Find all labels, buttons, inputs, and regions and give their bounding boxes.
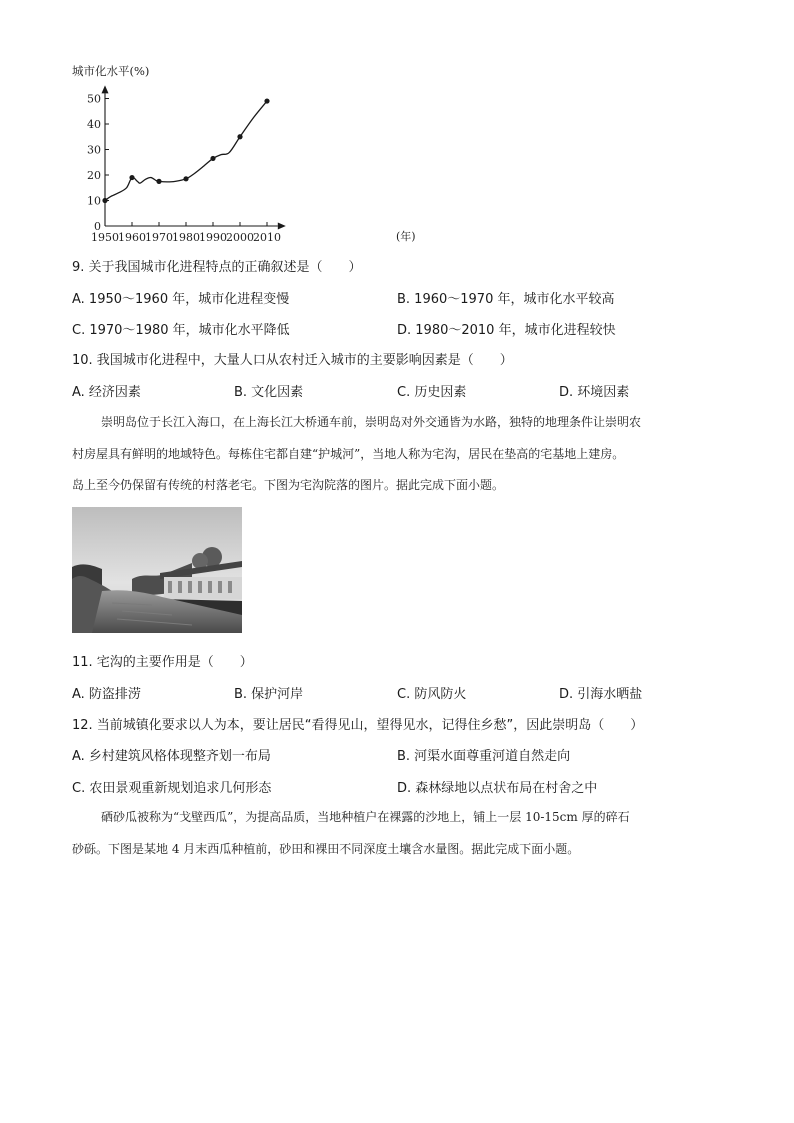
- q9-option-b[interactable]: B. 1960～1970 年，城市化水平较高: [397, 292, 615, 307]
- x-tick-label: 1970: [145, 231, 173, 244]
- q9-option-c[interactable]: C. 1970～1980 年，城市化水平降低: [72, 323, 290, 338]
- y-tick-label: 50: [87, 92, 101, 106]
- chart-axes: [102, 85, 286, 229]
- data-point: [264, 98, 269, 103]
- q11-option-a[interactable]: A. 防盗排涝: [72, 687, 141, 702]
- y-axis-arrow: [102, 85, 109, 93]
- q12-option-b[interactable]: B. 河渠水面尊重河道自然走向: [397, 749, 571, 764]
- data-point: [102, 198, 107, 203]
- passage-2-line-1: 硒砂瓜被称为“戈壁西瓜”，为提高品质，当地种植户在裸露的沙地上，铺上一层 10-15cm 厚的碎石: [101, 810, 630, 824]
- x-tick-label: 1950: [91, 231, 119, 244]
- q10-option-b[interactable]: B. 文化因素: [234, 385, 304, 400]
- passage-2-line-2: 砂砾。下图是某地 4 月末西瓜种植前，砂田和裸田不同深度土壤含水量图。据此完成下面小题。: [72, 842, 580, 856]
- question-11-stem: 11. 宅沟的主要作用是（ ）: [72, 655, 253, 670]
- data-point: [183, 176, 188, 181]
- x-axis-arrow: [278, 223, 286, 230]
- y-tick-label: 20: [87, 169, 101, 182]
- data-point: [210, 156, 215, 161]
- y-tick-label: 40: [87, 118, 101, 131]
- y-axis-label: 城市化水平(%): [72, 64, 150, 78]
- y-tick-label: 0: [94, 220, 101, 233]
- x-tick-label: 1980: [172, 231, 200, 244]
- passage-1-line-3: 岛上至今仍保留有传统的村落老宅。下图为宅沟院落的图片。据此完成下面小题。: [72, 478, 505, 492]
- x-tick-label: 1990: [199, 231, 227, 244]
- x-tick-label: 2010: [253, 231, 281, 244]
- urbanization-curve: [105, 101, 267, 200]
- q12-option-c[interactable]: C. 农田景观重新规划追求几何形态: [72, 781, 272, 796]
- y-tick-label: 10: [87, 194, 101, 208]
- urbanization-line-chart: [60, 60, 430, 250]
- passage-1-line-2: 村房屋具有鲜明的地域特色。每栋住宅都自建“护城河”，当地人称为宅沟，居民在垫高的宅基地上建房。: [72, 447, 625, 461]
- q10-option-c[interactable]: C. 历史因素: [397, 385, 467, 400]
- data-point: [156, 179, 161, 184]
- data-point: [237, 134, 242, 139]
- data-point: [129, 175, 134, 180]
- q9-option-a[interactable]: A. 1950～1960 年，城市化进程变慢: [72, 292, 290, 307]
- x-axis-unit: (年): [396, 230, 416, 243]
- x-tick-label: 1960: [118, 231, 146, 244]
- question-12-stem: 12. 当前城镇化要求以人为本，要让居民“看得见山，望得见水，记得住乡愁”，因此崇明岛（ ）: [72, 718, 644, 733]
- q9-option-d[interactable]: D. 1980～2010 年，城市化进程较快: [397, 323, 616, 338]
- q10-option-a[interactable]: A. 经济因素: [72, 385, 141, 400]
- x-tick-label: 2000: [226, 231, 254, 244]
- q12-option-a[interactable]: A. 乡村建筑风格体现整齐划一布局: [72, 749, 271, 764]
- question-10-stem: 10. 我国城市化进程中，大量人口从农村迁入城市的主要影响因素是（ ）: [72, 353, 513, 368]
- q11-option-b[interactable]: B. 保护河岸: [234, 687, 304, 702]
- question-9-stem: 9. 关于我国城市化进程特点的正确叙述是（ ）: [72, 260, 362, 275]
- y-tick-label: 30: [87, 143, 101, 157]
- zhaigou-courtyard-photo: [72, 507, 242, 633]
- q11-option-d[interactable]: D. 引海水晒盐: [559, 687, 643, 702]
- q11-option-c[interactable]: C. 防风防火: [397, 687, 467, 702]
- passage-1-line-1: 崇明岛位于长江入海口，在上海长江大桥通车前，崇明岛对外交通皆为水路，独特的地理条件让崇明农: [101, 415, 642, 429]
- chart-ticks: [87, 93, 281, 245]
- q12-option-d[interactable]: D. 森林绿地以点状布局在村舍之中: [397, 781, 598, 796]
- q10-option-d[interactable]: D. 环境因素: [559, 385, 630, 400]
